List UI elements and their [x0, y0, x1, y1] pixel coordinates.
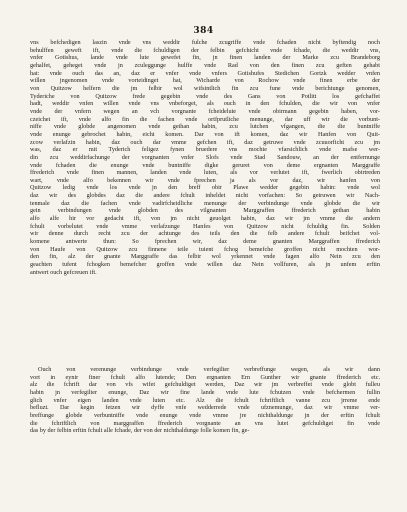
paragraph-2	[30, 366, 380, 435]
paragraph-1	[30, 39, 380, 276]
text-line: vns befchedigen laszin vnde vns weddir fulche zcugriffe vnde fchaden nicht byftendig noch	[30, 39, 380, 46]
text-line: habin jn verfegilter enunge, Daz wir fine lande vnde lute fchutzen vnde befchermen fullin	[30, 388, 380, 396]
text-line: alfo alfe hir vor gedacht ift, von jm nicht geuolget habin, daz wir jm vmme die andern	[30, 215, 380, 223]
text-line: was, daz er mit Tyderich feligez fynen bruedere vns mochte vfarsichlich vnde mafse wer-	[30, 146, 380, 154]
page-number: 384	[193, 26, 214, 36]
text-line: von Haufe von Quitzow zcu finnene teile tuient fchog bemefche groffen nicht mochten wor-	[30, 245, 380, 253]
text-line: wir denne durch recht zcu der achtunge des teils den die felb andere fchult beifchet vol-	[30, 230, 380, 238]
text-line: vnfer Gotishus, lande vnde lute gewefet fin, jn finen landen der Marke zcu Brandeborg	[30, 54, 380, 62]
text-line: Tyderiche von Quitzow frede gegebin vnde des Gans von Potlitt los gefchaffet	[30, 92, 380, 100]
text-line: czeichet ift, vnde alfo fin die fachen vnde ortfprutliche menunge, dar uff wir die vorbunt-	[30, 115, 380, 123]
text-line: von Quitzow helfern die jm felbir wol wifsintlich fin zcu fune vnde berichtunge genomen,	[30, 84, 380, 92]
text-line: vnde der vnfern wegen an vch vorgnante fcheidelute vnde obirmann gegebin haben, vor-	[30, 107, 380, 115]
text-line: hadt, weddir vnfen willen vnde vns vnbeforget, als ouch in den fchulden, die wir von vnfer	[30, 100, 380, 108]
text-line: vnde enunge gebrochet habin, eicht komen. Dar von ift komen, daz wir Hanfen von Quit-	[30, 130, 380, 138]
text-line: befluzt. Dar kegin fetzen wir dyffe vnfe wedderrede vnde ufznemunge, daz wir vmme ver-	[30, 404, 380, 412]
text-line: ffrederich vnde finen mannen, landen vnde luten, als vor verlutet ift, fwerlich obirtreden	[30, 169, 380, 177]
text-line: den fin, alz der gnante Marggraffe das felbir wol yrkennet vnde fagen alfo Nein zcu den	[30, 253, 380, 261]
text-line: fchult vorbelutet vnde vmme verlafzunge Hanfes von Quitzow nicht fchuldig fin. Solden	[30, 222, 380, 230]
text-line: Quitzow ledig vnde los vnde jn den breff obir Plawe wedder gegebin habin: vnde wol	[30, 184, 380, 192]
text-line: vort in eynir finer fchult alfo lutende; Den ergnanten Ern Gunther wir gnante ffrederich etc.	[30, 373, 380, 381]
text-line: wart, vnde alfo bekennen wir vnde fprechen ja als vor daz, wir hanfen von	[30, 176, 380, 184]
text-line: daz wir des globdes daz die andere fchult inheldet nicht vorfachen: So getruwen wir Nach-	[30, 192, 380, 200]
text-line: komene antwerte thun: So fprechen wir, daz deme gnanten Marggraffen ffrederich	[30, 238, 380, 246]
text-line: tenmale daz die fachen vnde vadirfcheidliche menunge der verbindunge vnde globde die wir	[30, 199, 380, 207]
text-line: gehalfet, geheget vnde jn zculeggunge hulffe vnde Rad von den finen zcu geften gehabt	[30, 61, 380, 69]
text-line: breffunge globde verbuntniffe vnde enunge vnde vmme jre nichthaldunge jn der erftin fchult	[30, 411, 380, 419]
text-line: vnde fchaden die enunge vnde buntniffe digke geruret von deme ergnanten Marggraffe	[30, 161, 380, 169]
text-line: zcow verlafzin habin, daz ouch dar vmme gefchen ift, daz getruwe vnde zcuuorficht zcu jm	[30, 138, 380, 146]
text-line: geachten tufent fchogken bemefcher groffen vnde willen daz Nein vollfuren, als jn unfem erftin	[30, 261, 380, 269]
text-line: Ouch von verenunge verbindunge vnde verfegilter verbreffunge wegen, als wir dann	[38, 366, 380, 373]
text-line: behulffen geweft ift, vnde die fchuldigen der felbin gefchicht vnde fchade, die weddir vns,	[30, 46, 380, 54]
text-line: gein verbindungen vnde globden des vilgnanten Marggraffen ffrederich gethan habin	[30, 207, 380, 215]
text-line: din zcu weddirfachunge der vorgnanten vnfer Slofs vnde Stad Sandouw, an der entfernunge	[30, 153, 380, 161]
text-line: niffe vnde globde angenomen vnde gethan habin, zcu lutchen vfgangen, die die buntniffe	[30, 123, 380, 131]
text-line: hat: vnde ouch das an, daz er vnfer vnde vnfers Gotishufes Stedichen Gortzk wedder vnfen	[30, 69, 380, 77]
text-line: antwert ouch gefcreuen ift.	[30, 268, 97, 276]
text-line: alz die fchrift dar von vfs wifet gefchuldiget werden, Daz wir jm verbreffet vnde globt fulleu	[30, 381, 380, 389]
text-line: die fchriftlich von marggraffen ffrederich vorgnante an vns lutet gefchuldiget fin vnde	[30, 419, 380, 427]
text-line: das by der felbin erftin fchult alle fchade, der von der nichthaldunge folle komen fin, ge-	[30, 427, 250, 435]
text-line: willen jngenomen vnde vorteidinget hat, Wicharde von Rochow vnde finen erbe der	[30, 77, 380, 85]
text-line: glich vnfer eigen landen vnde luten etc. Alz die fchult fchriftlich vanne zcu jrreme ende	[30, 396, 380, 404]
